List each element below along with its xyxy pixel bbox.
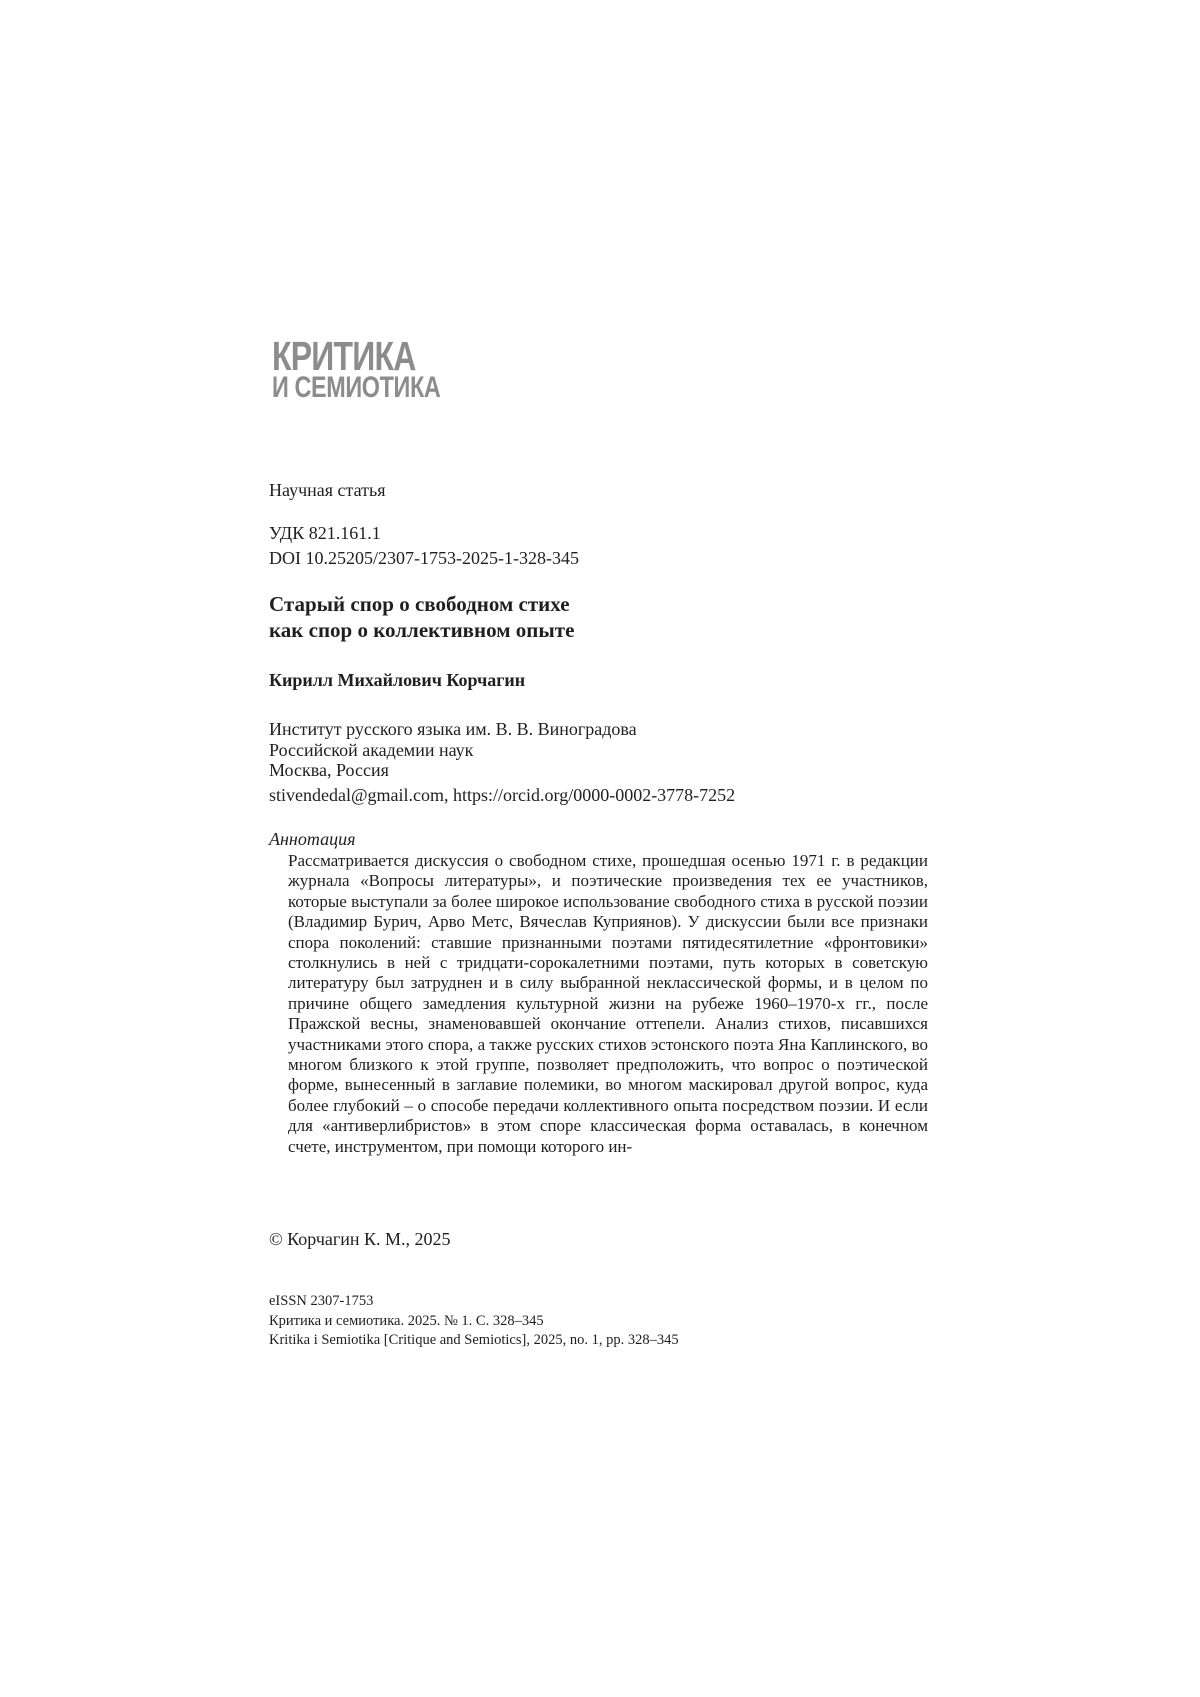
journal-logo-line2: И СЕМИОТИКА bbox=[272, 371, 441, 404]
footer-eissn: eISSN 2307-1753 bbox=[269, 1293, 374, 1309]
affiliation-city: Москва, Россия bbox=[269, 760, 389, 780]
article-title-line1: Старый спор о свободном стихе bbox=[269, 592, 570, 616]
journal-logo-line1: КРИТИКА bbox=[272, 333, 416, 379]
author-email-orcid: stivendedal@gmail.com, https://orcid.org/0000-0002-3778-7252 bbox=[269, 785, 736, 805]
article-title bbox=[269, 591, 574, 643]
footer-citation-ru: Критика и семиотика. 2025. № 1. С. 328–345 bbox=[269, 1312, 544, 1329]
footer-citation-en: Kritika i Semiotika [Critique and Semiotics], 2025, no. 1, pp. 328–345 bbox=[269, 1332, 679, 1348]
article-title-line2: как спор о коллективном опыте bbox=[269, 618, 575, 642]
affiliation-institute: Институт русского языка им. В. В. Виноградова bbox=[269, 719, 637, 739]
abstract-text: Рассматривается дискуссия о свободном стихе, прошедшая осенью 1971 г. в редакции журнала «Вопросы литературы», и поэтические произведения тех ее участников, которые выступали за более широкое использование свободного стиха в русской поэзии (Владимир Бурич, Арво Метс, Вячеслав Куприянов). У дискуссии были все признаки спора поколений: ставшие признанными поэтами пятидесятилетние «фронтовики» столкнулись в ней с тридцати-сорокалетними поэтами, путь которых в советскую литературу был затруднен и в силу выбранной неклассической формы, и в целом по причине общего замедления культурной жизни на рубеже 1960–1970-х гг., после Пражской весны, знаменовавшей окончание оттепели. Анализ стихов, писавшихся участниками этого спора, а также русских стихов эстонского поэта Яна Каплинского, во многом близкого к этой группе, позволяет предположить, что вопрос о поэтической форме, вынесенный в заглавие полемики, во многом маскировал другой вопрос, куда более глубокий – о способе передачи коллективного опыта посредством поэзии. И если для «антиверлибристов» в этом споре классическая форма оставалась, в конечном счете, инструментом, при помощи которого ин- bbox=[288, 851, 928, 1156]
doi-number: DOI 10.25205/2307-1753-2025-1-328-345 bbox=[269, 548, 579, 568]
affiliation-academy: Российской академии наук bbox=[269, 739, 474, 760]
page-footer bbox=[269, 1292, 679, 1351]
article-type-label: Научная статья bbox=[269, 480, 386, 500]
copyright-line: © Корчагин К. М., 2025 bbox=[269, 1229, 451, 1249]
author-affiliation bbox=[269, 719, 637, 781]
author-name: Кирилл Михайлович Корчагин bbox=[269, 670, 526, 690]
udc-number: УДК 821.161.1 bbox=[269, 523, 381, 543]
abstract-label: Аннотация bbox=[269, 829, 356, 849]
journal-logo bbox=[272, 333, 441, 404]
